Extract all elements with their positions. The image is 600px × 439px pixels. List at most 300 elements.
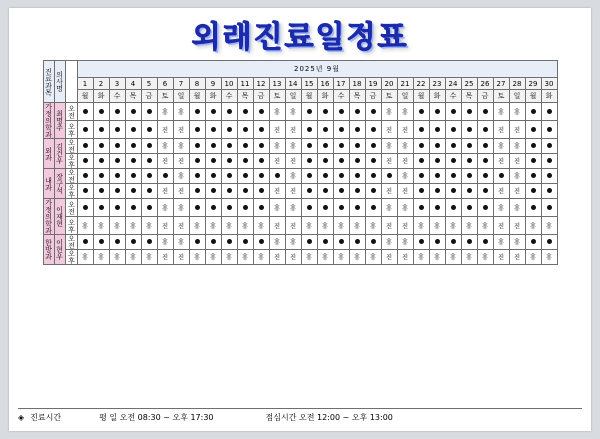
footer-weekday-hours: 평 일 오전 08:30 ~ 오후 17:30 bbox=[99, 413, 214, 422]
schedule-cell bbox=[237, 250, 253, 265]
mark-label: 휴 bbox=[449, 253, 457, 261]
available-dot bbox=[435, 239, 440, 244]
schedule-cell bbox=[333, 184, 349, 199]
schedule-cell bbox=[445, 217, 461, 235]
ampm-header-cell bbox=[65, 61, 77, 103]
available-dot bbox=[387, 173, 392, 178]
available-dot bbox=[531, 143, 536, 148]
schedule-cell bbox=[141, 169, 157, 184]
day-number-cell: 21 bbox=[397, 78, 413, 90]
am-label-cell bbox=[65, 139, 77, 154]
schedule-cell bbox=[493, 199, 509, 217]
schedule-cell bbox=[189, 250, 205, 265]
available-dot bbox=[467, 158, 472, 163]
mark-label: 휴 bbox=[385, 107, 393, 116]
schedule-cell bbox=[333, 121, 349, 139]
available-dot bbox=[99, 188, 104, 193]
schedule-cell bbox=[397, 139, 413, 154]
page-title: 외래진료일정표 bbox=[191, 20, 409, 55]
available-dot bbox=[451, 143, 456, 148]
schedule-cell bbox=[205, 169, 221, 184]
schedule-cell bbox=[317, 184, 333, 199]
schedule-cell bbox=[541, 217, 557, 235]
schedule-sheet bbox=[9, 8, 591, 431]
doctor-label: 김건우 bbox=[55, 143, 64, 164]
schedule-cell bbox=[269, 199, 285, 217]
available-dot bbox=[131, 173, 136, 178]
schedule-cell bbox=[173, 103, 189, 121]
available-dot bbox=[83, 109, 88, 114]
available-dot bbox=[115, 173, 120, 178]
mark-label: 진 bbox=[497, 157, 505, 165]
schedule-cell bbox=[477, 103, 493, 121]
schedule-cell bbox=[445, 154, 461, 169]
schedule-cell bbox=[109, 250, 125, 265]
available-dot bbox=[227, 158, 232, 163]
schedule-cell bbox=[157, 235, 173, 250]
schedule-cell bbox=[381, 184, 397, 199]
available-dot bbox=[211, 173, 216, 178]
available-dot bbox=[371, 239, 376, 244]
schedule-cell bbox=[93, 169, 109, 184]
mark-label: 진 bbox=[513, 187, 521, 195]
mark-label: 휴 bbox=[529, 221, 537, 230]
schedule-cell bbox=[509, 139, 525, 154]
mark-label: 휴 bbox=[369, 221, 377, 230]
available-dot bbox=[483, 239, 488, 244]
schedule-cell bbox=[397, 169, 413, 184]
schedule-cell bbox=[381, 199, 397, 217]
schedule-cell bbox=[109, 103, 125, 121]
mark-label: 진 bbox=[401, 187, 409, 195]
mark-label: 휴 bbox=[129, 221, 137, 230]
available-dot bbox=[339, 188, 344, 193]
available-dot bbox=[467, 127, 472, 132]
available-dot bbox=[115, 143, 120, 148]
doctor-header-label: 의사명 bbox=[55, 71, 64, 92]
available-dot bbox=[259, 143, 264, 148]
mark-label: 휴 bbox=[449, 221, 457, 230]
available-dot bbox=[355, 173, 360, 178]
available-dot bbox=[227, 173, 232, 178]
available-dot bbox=[355, 109, 360, 114]
schedule-cell bbox=[541, 235, 557, 250]
available-dot bbox=[99, 109, 104, 114]
day-name-cell: 화 bbox=[429, 90, 445, 103]
schedule-cell bbox=[173, 121, 189, 139]
doctor-label: 장구석 bbox=[55, 173, 64, 194]
schedule-cell bbox=[461, 250, 477, 265]
schedule-cell bbox=[461, 235, 477, 250]
schedule-cell bbox=[109, 121, 125, 139]
schedule-cell bbox=[285, 154, 301, 169]
schedule-cell bbox=[541, 199, 557, 217]
available-dot bbox=[419, 205, 424, 210]
schedule-cell bbox=[77, 199, 93, 217]
schedule-cell bbox=[253, 217, 269, 235]
mark-label: 휴 bbox=[513, 172, 521, 180]
pm-label-cell bbox=[65, 250, 77, 265]
schedule-cell bbox=[173, 139, 189, 154]
available-dot bbox=[243, 127, 248, 132]
schedule-cell bbox=[429, 154, 445, 169]
available-dot bbox=[211, 158, 216, 163]
schedule-cell bbox=[381, 250, 397, 265]
day-name-cell: 월 bbox=[525, 90, 541, 103]
schedule-cell bbox=[141, 184, 157, 199]
available-dot bbox=[115, 158, 120, 163]
available-dot bbox=[339, 205, 344, 210]
mark-label: 휴 bbox=[481, 221, 489, 230]
mark-label: 휴 bbox=[465, 253, 473, 261]
available-dot bbox=[147, 173, 152, 178]
schedule-cell bbox=[253, 235, 269, 250]
day-name-cell: 토 bbox=[381, 90, 397, 103]
am-label: 오전 bbox=[67, 139, 76, 153]
mark-label: 진 bbox=[177, 125, 185, 134]
doctor-cell bbox=[54, 199, 65, 235]
schedule-cell bbox=[237, 235, 253, 250]
schedule-cell bbox=[541, 169, 557, 184]
schedule-cell bbox=[77, 235, 93, 250]
mark-label: 휴 bbox=[113, 253, 121, 261]
available-dot bbox=[451, 188, 456, 193]
schedule-cell bbox=[461, 121, 477, 139]
schedule-cell bbox=[173, 184, 189, 199]
schedule-cell bbox=[365, 235, 381, 250]
day-name-cell: 목 bbox=[237, 90, 253, 103]
schedule-cell bbox=[349, 184, 365, 199]
schedule-cell bbox=[333, 103, 349, 121]
available-dot bbox=[195, 127, 200, 132]
schedule-cell bbox=[221, 154, 237, 169]
schedule-cell bbox=[93, 250, 109, 265]
mark-label: 휴 bbox=[401, 238, 409, 246]
schedule-cell bbox=[493, 139, 509, 154]
available-dot bbox=[323, 143, 328, 148]
day-name-cell: 월 bbox=[301, 90, 317, 103]
schedule-cell bbox=[301, 121, 317, 139]
schedule-cell bbox=[509, 184, 525, 199]
schedule-cell bbox=[125, 250, 141, 265]
available-dot bbox=[83, 205, 88, 210]
schedule-cell bbox=[141, 121, 157, 139]
available-dot bbox=[451, 239, 456, 244]
available-dot bbox=[547, 127, 552, 132]
schedule-cell bbox=[333, 250, 349, 265]
mark-label: 진 bbox=[401, 125, 409, 134]
available-dot bbox=[467, 239, 472, 244]
mark-label: 진 bbox=[497, 125, 505, 134]
mark-label: 휴 bbox=[497, 142, 505, 150]
schedule-cell bbox=[525, 169, 541, 184]
mark-label: 진 bbox=[497, 187, 505, 195]
schedule-cell bbox=[301, 139, 317, 154]
available-dot bbox=[227, 188, 232, 193]
schedule-cell bbox=[365, 250, 381, 265]
day-name-cell: 금 bbox=[365, 90, 381, 103]
schedule-cell bbox=[317, 154, 333, 169]
schedule-cell bbox=[253, 169, 269, 184]
mark-label: 진 bbox=[401, 253, 409, 261]
mark-label: 휴 bbox=[97, 253, 105, 261]
schedule-cell bbox=[477, 139, 493, 154]
day-number-cell: 17 bbox=[333, 78, 349, 90]
mark-label: 휴 bbox=[161, 203, 169, 212]
day-name-cell: 일 bbox=[285, 90, 301, 103]
schedule-cell bbox=[461, 184, 477, 199]
day-name-cell: 수 bbox=[445, 90, 461, 103]
schedule-cell bbox=[381, 235, 397, 250]
mark-label: 휴 bbox=[273, 107, 281, 116]
schedule-cell bbox=[157, 199, 173, 217]
schedule-cell bbox=[157, 154, 173, 169]
day-number-cell: 20 bbox=[381, 78, 397, 90]
schedule-cell bbox=[189, 235, 205, 250]
schedule-cell bbox=[141, 139, 157, 154]
schedule-cell bbox=[77, 250, 93, 265]
schedule-cell bbox=[445, 235, 461, 250]
available-dot bbox=[243, 188, 248, 193]
available-dot bbox=[211, 109, 216, 114]
mark-label: 휴 bbox=[81, 253, 89, 261]
schedule-cell bbox=[125, 235, 141, 250]
available-dot bbox=[195, 205, 200, 210]
schedule-cell bbox=[221, 217, 237, 235]
mark-label: 휴 bbox=[513, 203, 521, 212]
schedule-cell bbox=[493, 250, 509, 265]
available-dot bbox=[211, 205, 216, 210]
schedule-cell bbox=[221, 103, 237, 121]
schedule-cell bbox=[109, 154, 125, 169]
mark-label: 휴 bbox=[113, 221, 121, 230]
available-dot bbox=[131, 127, 136, 132]
schedule-cell bbox=[429, 199, 445, 217]
mark-label: 휴 bbox=[177, 238, 185, 246]
schedule-cell bbox=[493, 235, 509, 250]
mark-label: 휴 bbox=[417, 221, 425, 230]
schedule-cell bbox=[93, 217, 109, 235]
mark-label: 휴 bbox=[433, 253, 441, 261]
available-dot bbox=[467, 188, 472, 193]
schedule-cell bbox=[413, 217, 429, 235]
schedule-cell bbox=[541, 139, 557, 154]
schedule-cell bbox=[109, 184, 125, 199]
schedule-cell bbox=[365, 139, 381, 154]
available-dot bbox=[435, 109, 440, 114]
schedule-cell bbox=[397, 250, 413, 265]
schedule-cell bbox=[125, 139, 141, 154]
mark-label: 휴 bbox=[97, 221, 105, 230]
schedule-cell bbox=[205, 217, 221, 235]
schedule-cell bbox=[477, 184, 493, 199]
schedule-cell bbox=[493, 184, 509, 199]
schedule-cell bbox=[285, 250, 301, 265]
schedule-cell bbox=[317, 250, 333, 265]
available-dot bbox=[307, 158, 312, 163]
mark-label: 휴 bbox=[161, 238, 169, 246]
available-dot bbox=[259, 205, 264, 210]
schedule-cell bbox=[253, 199, 269, 217]
schedule-cell bbox=[525, 154, 541, 169]
pm-label: 오후 bbox=[67, 154, 76, 168]
available-dot bbox=[131, 158, 136, 163]
mark-label: 진 bbox=[289, 125, 297, 134]
mark-label: 휴 bbox=[241, 253, 249, 261]
schedule-cell bbox=[317, 169, 333, 184]
am-label-cell bbox=[65, 169, 77, 184]
doctor-header-cell bbox=[54, 61, 65, 103]
schedule-cell bbox=[141, 199, 157, 217]
schedule-cell bbox=[205, 121, 221, 139]
mark-label: 휴 bbox=[497, 238, 505, 246]
available-dot bbox=[307, 173, 312, 178]
schedule-cell bbox=[157, 169, 173, 184]
available-dot bbox=[483, 127, 488, 132]
schedule-cell bbox=[93, 184, 109, 199]
schedule-cell bbox=[493, 154, 509, 169]
mark-label: 휴 bbox=[497, 107, 505, 116]
available-dot bbox=[131, 239, 136, 244]
available-dot bbox=[131, 188, 136, 193]
available-dot bbox=[83, 188, 88, 193]
schedule-cell bbox=[525, 184, 541, 199]
available-dot bbox=[115, 127, 120, 132]
schedule-cell bbox=[221, 139, 237, 154]
schedule-cell bbox=[285, 199, 301, 217]
available-dot bbox=[115, 205, 120, 210]
available-dot bbox=[195, 158, 200, 163]
schedule-row-am bbox=[43, 235, 557, 250]
pm-label: 오후 bbox=[67, 184, 76, 198]
available-dot bbox=[547, 239, 552, 244]
available-dot bbox=[467, 143, 472, 148]
mark-label: 휴 bbox=[273, 203, 281, 212]
available-dot bbox=[163, 173, 168, 178]
mark-label: 휴 bbox=[353, 253, 361, 261]
available-dot bbox=[259, 127, 264, 132]
available-dot bbox=[435, 188, 440, 193]
available-dot bbox=[435, 127, 440, 132]
available-dot bbox=[419, 109, 424, 114]
am-label: 오전 bbox=[67, 169, 76, 183]
mark-label: 휴 bbox=[209, 253, 217, 261]
schedule-cell bbox=[269, 250, 285, 265]
day-number-cell: 27 bbox=[493, 78, 509, 90]
schedule-cell bbox=[413, 235, 429, 250]
schedule-cell bbox=[125, 199, 141, 217]
available-dot bbox=[483, 188, 488, 193]
schedule-cell bbox=[77, 139, 93, 154]
pm-label-cell bbox=[65, 154, 77, 169]
mark-label: 휴 bbox=[545, 253, 553, 261]
schedule-cell bbox=[381, 103, 397, 121]
schedule-cell bbox=[413, 154, 429, 169]
schedule-cell bbox=[365, 199, 381, 217]
schedule-cell bbox=[269, 217, 285, 235]
mark-label: 휴 bbox=[305, 253, 313, 261]
available-dot bbox=[419, 173, 424, 178]
mark-label: 진 bbox=[177, 187, 185, 195]
mark-label: 휴 bbox=[145, 221, 153, 230]
title-area bbox=[9, 8, 591, 60]
schedule-cell bbox=[461, 154, 477, 169]
available-dot bbox=[419, 127, 424, 132]
dept-header-label: 진료과목 bbox=[44, 67, 53, 96]
available-dot bbox=[435, 173, 440, 178]
schedule-cell bbox=[125, 217, 141, 235]
day-number-cell: 13 bbox=[269, 78, 285, 90]
schedule-cell bbox=[269, 169, 285, 184]
day-number-cell: 4 bbox=[125, 78, 141, 90]
schedule-cell bbox=[365, 103, 381, 121]
schedule-cell bbox=[237, 184, 253, 199]
available-dot bbox=[99, 158, 104, 163]
available-dot bbox=[211, 188, 216, 193]
mark-label: 진 bbox=[273, 221, 281, 230]
schedule-cell bbox=[173, 250, 189, 265]
mark-label: 휴 bbox=[161, 142, 169, 150]
available-dot bbox=[531, 109, 536, 114]
available-dot bbox=[115, 239, 120, 244]
schedule-row-pm bbox=[43, 184, 557, 199]
schedule-cell bbox=[285, 121, 301, 139]
available-dot bbox=[355, 188, 360, 193]
am-label: 오전 bbox=[67, 235, 76, 249]
schedule-cell bbox=[525, 199, 541, 217]
available-dot bbox=[451, 158, 456, 163]
mark-label: 휴 bbox=[417, 253, 425, 261]
doctor-cell bbox=[54, 139, 65, 169]
schedule-cell bbox=[317, 103, 333, 121]
schedule-cell bbox=[205, 103, 221, 121]
schedule-cell bbox=[429, 169, 445, 184]
mark-label: 진 bbox=[513, 253, 521, 261]
dept-label: 가정의학과 bbox=[44, 199, 53, 234]
dept-cell bbox=[43, 235, 54, 265]
schedule-cell bbox=[445, 139, 461, 154]
schedule-cell bbox=[525, 217, 541, 235]
available-dot bbox=[243, 143, 248, 148]
schedule-cell bbox=[221, 121, 237, 139]
available-dot bbox=[451, 127, 456, 132]
mark-label: 휴 bbox=[289, 238, 297, 246]
available-dot bbox=[419, 188, 424, 193]
available-dot bbox=[211, 127, 216, 132]
schedule-cell bbox=[397, 217, 413, 235]
mark-label: 진 bbox=[289, 253, 297, 261]
schedule-cell bbox=[509, 217, 525, 235]
schedule-cell bbox=[157, 139, 173, 154]
available-dot bbox=[355, 158, 360, 163]
schedule-cell bbox=[317, 121, 333, 139]
day-name-cell: 토 bbox=[269, 90, 285, 103]
available-dot bbox=[435, 158, 440, 163]
schedule-cell bbox=[301, 217, 317, 235]
mark-label: 진 bbox=[177, 253, 185, 261]
mark-label: 휴 bbox=[513, 142, 521, 150]
schedule-cell bbox=[141, 235, 157, 250]
schedule-cell bbox=[189, 184, 205, 199]
schedule-cell bbox=[125, 103, 141, 121]
day-name-cell: 월 bbox=[189, 90, 205, 103]
day-name-cell: 금 bbox=[141, 90, 157, 103]
available-dot bbox=[195, 239, 200, 244]
schedule-cell bbox=[189, 169, 205, 184]
available-dot bbox=[467, 109, 472, 114]
schedule-cell bbox=[541, 103, 557, 121]
mark-label: 휴 bbox=[497, 203, 505, 212]
